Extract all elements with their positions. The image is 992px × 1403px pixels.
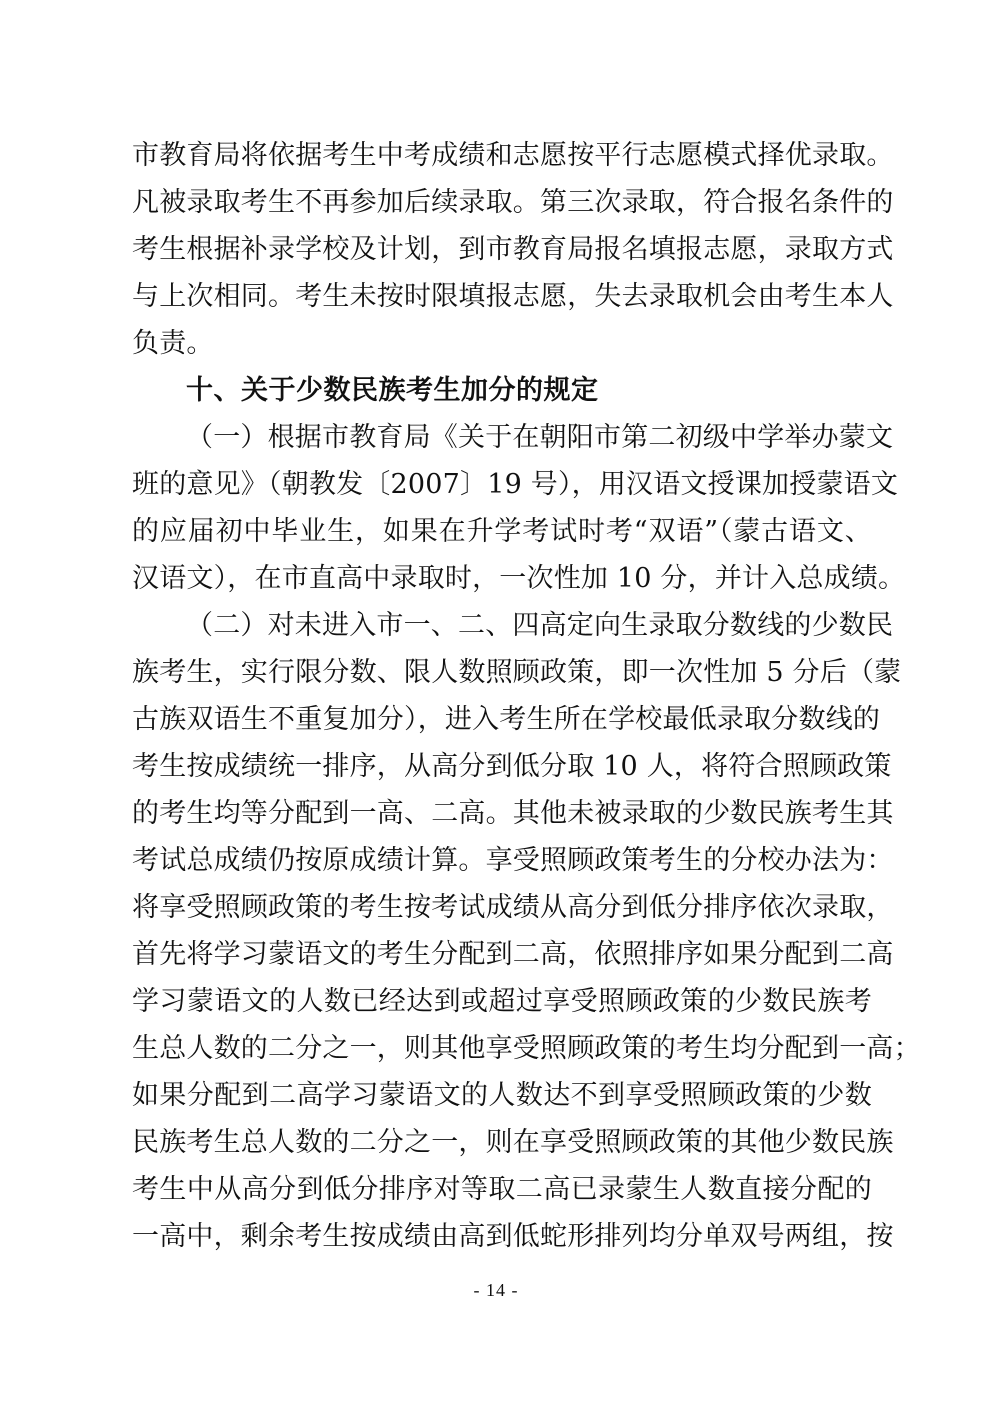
body-text-line: 生总人数的二分之一，则其他享受照顾政策的考生均分配到一高； [132, 1033, 921, 1064]
section-heading: 十、关于少数民族考生加分的规定 [186, 375, 599, 406]
body-text-line: 负责。 [132, 328, 214, 359]
body-text-line: 将享受照顾政策的考生按考试成绩从高分到低分排序依次录取， [132, 892, 894, 923]
body-text-line: 市教育局将依据考生中考成绩和志愿按平行志愿模式择优录取。 [132, 140, 894, 171]
body-text-line: 首先将学习蒙语文的考生分配到二高，依照排序如果分配到二高 [132, 939, 894, 970]
body-text-line: 的应届初中毕业生，如果在升学考试时考“双语”（蒙古语文、 [132, 516, 872, 547]
body-text-line: 族考生，实行限分数、限人数照顾政策，即一次性加 5 分后（蒙 [132, 657, 902, 688]
body-text-line: 学习蒙语文的人数已经达到或超过享受照顾政策的少数民族考 [132, 986, 872, 1017]
body-text-line: 古族双语生不重复加分），进入考生所在学校最低录取分数线的 [132, 704, 881, 735]
body-text-line: 考生按成绩统一排序，从高分到低分取 10 人，将符合照顾政策 [132, 751, 892, 782]
body-text-line: 汉语文），在市直高中录取时，一次性加 10 分，并计入总成绩。 [132, 563, 906, 594]
body-text-line: 的考生均等分配到一高、二高。其他未被录取的少数民族考生其 [132, 798, 894, 829]
body-text-line: 一高中，剩余考生按成绩由高到低蛇形排列均分单双号两组，按 [132, 1221, 894, 1252]
body-text-line: 与上次相同。考生未按时限填报志愿，失去录取机会由考生本人 [132, 281, 894, 312]
body-text-line: 考试总成绩仍按原成绩计算。享受照顾政策考生的分校办法为： [132, 845, 894, 876]
body-text-line: 民族考生总人数的二分之一，则在享受照顾政策的其他少数民族 [132, 1127, 894, 1158]
body-text-line: 班的意见》（朝教发〔2007〕19 号），用汉语文授课加授蒙语文 [132, 469, 899, 500]
paragraph-first-line: （二）对未进入市一、二、四高定向生录取分数线的少数民 [186, 610, 894, 641]
body-text-line: 如果分配到二高学习蒙语文的人数达不到享受照顾政策的少数 [132, 1080, 872, 1111]
body-text-line: 考生根据补录学校及计划，到市教育局报名填报志愿，录取方式 [132, 234, 894, 265]
body-text-line: 考生中从高分到低分排序对等取二高已录蒙生人数直接分配的 [132, 1174, 872, 1205]
page-number: - 14 - [473, 1280, 519, 1300]
paragraph-first-line: （一）根据市教育局《关于在朝阳市第二初级中学举办蒙文 [186, 422, 894, 453]
body-text-line: 凡被录取考生不再参加后续录取。第三次录取，符合报名条件的 [132, 187, 894, 218]
